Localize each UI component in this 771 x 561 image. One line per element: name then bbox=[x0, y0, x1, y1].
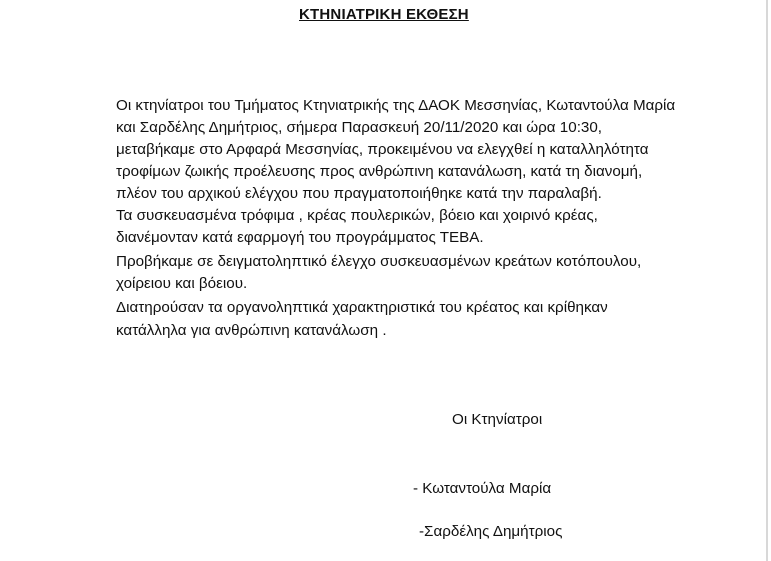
signer-1: - Κωταντούλα Μαρία bbox=[413, 480, 552, 497]
signer-2: -Σαρδέλης Δημήτριος bbox=[419, 523, 563, 540]
body-line-10: Διατηρούσαν τα οργανοληπτικά χαρακτηριστικά του κρέατος και κρίθηκαν bbox=[116, 299, 608, 316]
body-line-6: Τα συσκευασμένα τρόφιμα , κρέας πουλερικών, βόειο και χοιρινό κρέας, bbox=[116, 207, 598, 224]
body-line-9: χοίρειου και βόειου. bbox=[116, 275, 248, 292]
page-edge-divider bbox=[766, 0, 768, 561]
document-title: ΚΤΗΝΙΑΤΡΙΚΗ ΕΚΘΕΣΗ bbox=[299, 6, 469, 23]
body-line-3: μεταβήκαμε στο Αρφαρά Μεσσηνίας, προκειμένου να ελεγχθεί η καταλληλότητα bbox=[116, 141, 649, 158]
body-line-8: Προβήκαμε σε δειγματοληπτικό έλεγχο συσκευασμένων κρεάτων κοτόπουλου, bbox=[116, 253, 642, 270]
body-line-11: κατάλληλα για ανθρώπινη κατανάλωση . bbox=[116, 322, 387, 339]
body-line-5: πλέον του αρχικού ελέγχου που πραγματοποιήθηκε κατά την παραλαβή. bbox=[116, 185, 602, 202]
signatures-heading: Οι Κτηνίατροι bbox=[452, 411, 543, 428]
body-line-7: διανέμονταν κατά εφαρμογή του προγράμματος ΤΕΒΑ. bbox=[116, 229, 484, 246]
body-line-2: και Σαρδέλης Δημήτριος, σήμερα Παρασκευή 20/11/2020 και ώρα 10:30, bbox=[116, 119, 603, 136]
body-line-1: Οι κτηνίατροι του Τμήματος Κτηνιατρικής της ΔΑΟΚ Μεσσηνίας, Κωταντούλα Μαρία bbox=[116, 97, 676, 114]
body-line-4: τροφίμων ζωικής προέλευσης προς ανθρώπινη κατανάλωση, κατά τη διανομή, bbox=[116, 163, 643, 180]
